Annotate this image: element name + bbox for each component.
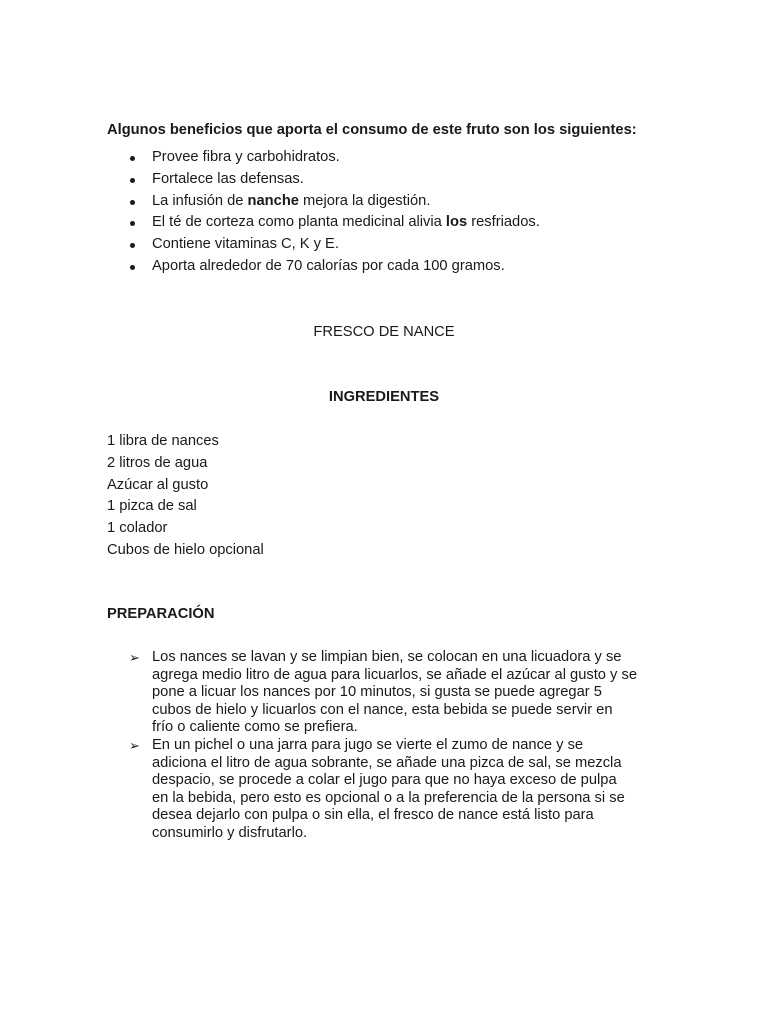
ingredient-item: 1 colador bbox=[107, 520, 168, 537]
ingredient-item: Cubos de hielo opcional bbox=[107, 541, 264, 558]
benefit-text: Aporta alrededor de 70 calorías por cada 100 gramos. bbox=[152, 257, 505, 274]
ingredients-list bbox=[107, 431, 264, 562]
ingredients-heading: INGREDIENTES bbox=[328, 389, 440, 405]
benefits-intro-heading: Algunos beneficios que aporta el consumo de este fruto son los siguientes: bbox=[107, 122, 637, 138]
preparation-heading: PREPARACIÓN bbox=[107, 606, 215, 622]
benefit-text: resfriados. bbox=[467, 214, 540, 231]
benefit-item bbox=[107, 191, 540, 213]
preparation-step-text: Los nances se lavan y se limpian bien, se colocan en una licuadora y se agrega medio litro de agua para licuarlos, se añade el azúcar al gusto y se pone a licuar los nances por 10 minutos, si gusta se puede agregar 5 cubos de hielo y licuarlos con el nance, esta bebida se puede servir en frío o caliente como se prefiera. bbox=[152, 649, 637, 736]
benefit-text: La infusión de bbox=[152, 192, 248, 209]
benefit-bold-text: nanche bbox=[247, 192, 299, 209]
preparation-steps-list bbox=[107, 649, 637, 843]
benefit-text: mejora la digestión. bbox=[298, 192, 431, 209]
benefit-text: Contiene vitaminas C, K y E. bbox=[152, 236, 339, 253]
ingredient-item: Azúcar al gusto bbox=[107, 476, 209, 493]
preparation-step bbox=[107, 649, 637, 737]
arrow-bullet-icon: ➢ bbox=[129, 650, 140, 665]
benefit-item bbox=[107, 234, 540, 256]
benefit-item bbox=[107, 256, 540, 278]
ingredient-item: 2 litros de agua bbox=[107, 454, 208, 471]
benefit-text: El té de corteza como planta medicinal alivia bbox=[152, 214, 446, 231]
preparation-step bbox=[107, 737, 637, 843]
preparation-step-text: En un pichel o una jarra para jugo se vierte el zumo de nance y se adiciona el litro de agua sobrante, se añade una pizca de sal, se mezcla despacio, se procede a colar el jugo para que no haya exceso de pulpa en la bebida, pero esto es opcional o a la preferencia de la persona si se desea dejarlo con pulpa o sin ella, el fresco de nance está listo para consumirlo y disfrutarlo. bbox=[152, 736, 625, 841]
arrow-bullet-icon: ➢ bbox=[129, 737, 140, 753]
benefit-text: Fortalece las defensas. bbox=[152, 170, 304, 187]
benefit-bold-text: los bbox=[445, 214, 468, 231]
ingredient-item: 1 libra de nances bbox=[107, 433, 219, 449]
benefits-list bbox=[107, 147, 540, 278]
benefit-text: Provee fibra y carbohidratos. bbox=[152, 149, 340, 165]
recipe-title: FRESCO DE NANCE bbox=[313, 324, 455, 340]
benefit-item bbox=[107, 212, 540, 234]
benefit-item bbox=[107, 147, 540, 169]
ingredient-item: 1 pizca de sal bbox=[107, 498, 197, 515]
benefit-item bbox=[107, 169, 540, 191]
